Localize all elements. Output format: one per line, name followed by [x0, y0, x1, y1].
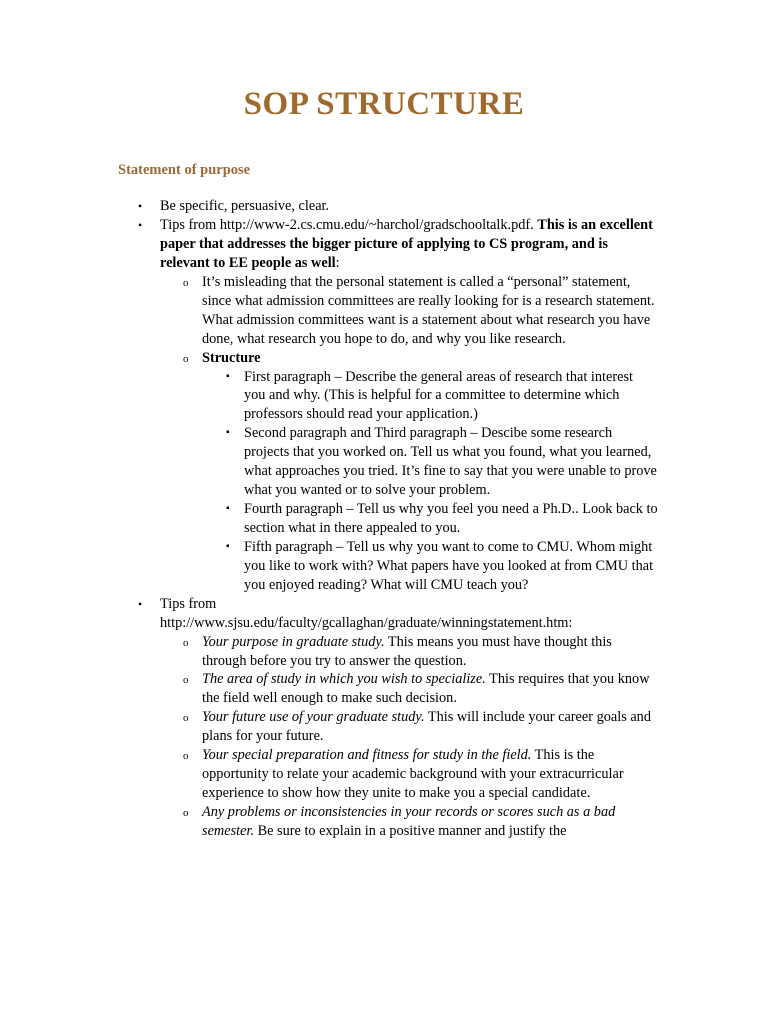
sub-list-item [181, 349, 658, 595]
structure-list [223, 368, 658, 595]
structure-item-text: First paragraph – Describe the general areas of research that interest you and why. (This is helpful for a committee to determine which professors should read your application.) [244, 368, 634, 423]
sub-list-item-text: This requires that you know the field well enough to make such decision. [202, 671, 650, 707]
bullet-icon: • [138, 218, 143, 233]
main-bullet-list [138, 197, 658, 841]
italic-lead: The area of study in which you wish to specialize. [202, 671, 486, 688]
sub-list-item-text: This will include your career goals and plans for your future. [202, 709, 651, 745]
square-bullet-icon: ▪ [226, 502, 230, 514]
list-item [138, 595, 658, 841]
structure-item [223, 368, 658, 425]
circle-bullet-icon: o [183, 712, 189, 725]
page-title: SOP STRUCTURE [243, 86, 525, 122]
sub-list-item [181, 273, 658, 349]
list-item [138, 216, 658, 594]
section-heading: Statement of purpose [118, 162, 251, 178]
bullet-icon: • [138, 596, 143, 611]
structure-heading: Structure [202, 349, 261, 366]
sub-list-item-text: This means you must have thought this through before you try to answer the question. [202, 633, 612, 669]
structure-item [223, 500, 658, 538]
italic-lead: Your future use of your graduate study. [202, 709, 425, 726]
circle-bullet-icon: o [183, 352, 189, 365]
list-item [138, 197, 658, 216]
sub-list-item [181, 670, 658, 708]
list-item-text: Be specific, persuasive, clear. [160, 198, 330, 214]
circle-bullet-icon: o [183, 750, 189, 763]
italic-lead: Your special preparation and fitness for study in the field. [202, 747, 532, 764]
circle-bullet-icon: o [183, 277, 189, 290]
square-bullet-icon: ▪ [226, 427, 230, 439]
italic-lead: Any problems or inconsistencies in your records or scores such as a bad semester. [202, 803, 616, 839]
sub-list-item [181, 633, 658, 671]
list-item-text: Tips from [160, 595, 217, 612]
square-bullet-icon: ▪ [226, 370, 230, 382]
sub-list-item-text: This is the opportunity to relate your academic background with your extracurricular experience to show how they unite to make you a special candidate. [202, 747, 624, 801]
list-item-bold-text: This is an excellent paper that addresses the bigger picture of applying to CS program, and is relevant to EE people as well [160, 217, 653, 272]
list-item-text: : [335, 255, 340, 272]
list-item-text: Tips from http://www-2.cs.cmu.edu/~harchol/gradschooltalk.pdf. [160, 217, 538, 234]
circle-bullet-icon: o [183, 806, 189, 819]
sub-list [181, 273, 658, 594]
structure-item-text: Fourth paragraph – Tell us why you feel you need a Ph.D.. Look back to section what in there appealed to you. [244, 500, 658, 536]
url-text: http://www.sjsu.edu/faculty/gcallaghan/graduate/winningstatement.htm: [160, 614, 573, 631]
sub-list-item [181, 746, 658, 803]
sub-list [181, 633, 658, 841]
structure-item-text: Second paragraph and Third paragraph – Descibe some research projects that you worked on. Tell us what you found, what you learned, what approaches you tried. It’s fine to say that you were unable to prove what you wanted or to solve your problem. [244, 425, 657, 498]
structure-item [223, 538, 658, 595]
square-bullet-icon: ▪ [226, 540, 230, 552]
bullet-icon: • [138, 199, 143, 213]
sub-list-item [181, 708, 658, 746]
circle-bullet-icon: o [183, 674, 189, 687]
structure-item [223, 424, 658, 500]
italic-lead: Your purpose in graduate study. [202, 633, 385, 650]
sub-list-item-text: Be sure to explain in a positive manner and justify the [254, 822, 567, 839]
circle-bullet-icon: o [183, 636, 189, 649]
sub-list-item-text: It’s misleading that the personal statement is called a “personal” statement, since what admission committees are really looking for is a research statement. What admission committees want is a statement about what research you have done, what research you hope to do, and why you like research. [202, 274, 655, 347]
structure-item-text: Fifth paragraph – Tell us why you want to come to CMU. Whom might you like to work with? What papers have you looked at from CMU that you enjoyed reading? What will CMU teach you? [244, 538, 654, 593]
sub-list-item [181, 803, 658, 841]
